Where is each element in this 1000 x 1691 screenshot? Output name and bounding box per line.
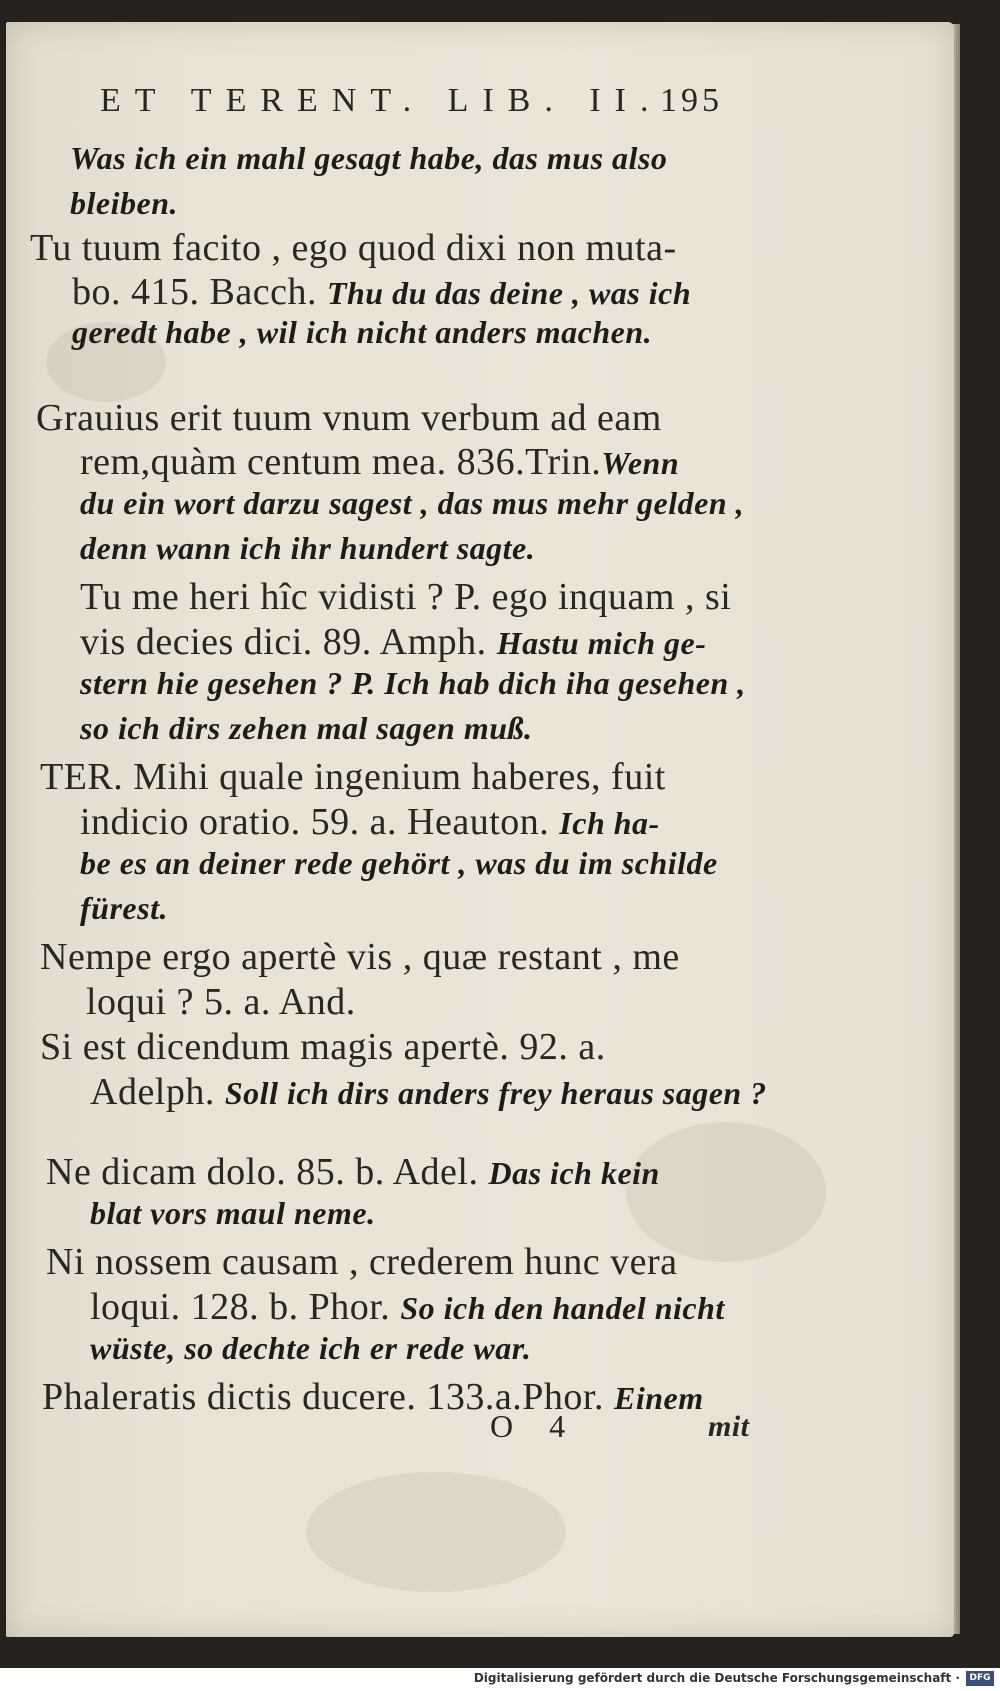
text-line — [86, 980, 356, 1024]
german-gloss: Ich ha- — [559, 805, 660, 841]
latin-text: Tu me heri hîc vidisti ? P. ego inquam , si — [80, 576, 732, 618]
german-gloss: du ein wort darzu sagest , das mus mehr gelden , — [80, 485, 745, 521]
text-line — [80, 665, 746, 702]
latin-text: bo. 415. Bacch. — [72, 271, 327, 313]
text-line — [46, 1150, 660, 1194]
text-line — [80, 890, 168, 927]
latin-text: Grauius erit tuum vnum verbum ad eam — [36, 397, 662, 439]
latin-text: Phaleratis dictis ducere. 133.a.Phor. — [42, 1376, 614, 1418]
latin-text: loqui ? 5. a. And. — [86, 981, 356, 1023]
latin-text: rem,quàm centum mea. 836.Trin. — [80, 441, 602, 483]
text-line — [80, 800, 660, 844]
latin-text: Tu tuum facito , ego quod dixi non muta- — [30, 227, 677, 269]
footer-bar — [0, 1668, 1000, 1691]
text-line — [80, 440, 679, 484]
text-line — [30, 226, 677, 270]
text-line — [46, 1240, 678, 1284]
text-line — [80, 620, 706, 664]
german-gloss: denn wann ich ihr hundert sagte. — [80, 530, 536, 566]
running-title: ET TERENT. LIB. II. — [100, 82, 663, 119]
text-line — [90, 1285, 725, 1329]
german-gloss: bleiben. — [70, 185, 178, 221]
text-line — [80, 575, 731, 619]
german-gloss: geredt habe , wil ich nicht anders machen. — [72, 314, 653, 350]
text-line — [90, 1070, 767, 1114]
german-gloss: Hastu mich ge- — [496, 625, 707, 661]
latin-text: Nempe ergo apertè vis , quæ restant , me — [40, 936, 680, 978]
german-gloss: Thu du das deine , was ich — [326, 275, 692, 311]
latin-text: TER. Mihi quale ingenium haberes, fuit — [40, 756, 666, 798]
german-gloss: So ich den handel nicht — [400, 1290, 725, 1326]
text-line — [80, 845, 718, 882]
dfg-logo: DFG — [966, 1671, 994, 1686]
latin-text: Ne dicam dolo. 85. b. Adel. — [46, 1151, 489, 1193]
german-gloss: Das ich kein — [488, 1155, 660, 1191]
text-line — [72, 270, 691, 314]
german-gloss: fürest. — [80, 890, 168, 926]
footer-credit: Digitalisierung gefördert durch die Deutsche Forschungsgemeinschaft · — [473, 1671, 960, 1685]
latin-text: loqui. 128. b. Phor. — [90, 1286, 401, 1328]
text-line — [40, 755, 666, 799]
text-line — [90, 1195, 376, 1232]
german-gloss: wüste, so dechte ich er rede war. — [90, 1330, 532, 1366]
text-line — [72, 314, 652, 351]
german-gloss: Was ich ein mahl gesagt habe, das mus also — [70, 140, 668, 176]
catchword: mit — [708, 1410, 750, 1443]
german-gloss: Wenn — [601, 445, 680, 481]
text-line — [80, 530, 535, 567]
text-line — [70, 140, 667, 177]
german-gloss: stern hie gesehen ? P. Ich hab dich iha gesehen , — [80, 665, 746, 701]
latin-text: Si est dicendum magis apertè. 92. a. — [40, 1026, 606, 1068]
text-line — [80, 485, 744, 522]
text-line — [42, 1375, 704, 1419]
text-line — [40, 935, 680, 979]
text-line — [80, 710, 533, 747]
latin-text: vis decies dici. 89. Amph. — [80, 621, 497, 663]
latin-text: indicio oratio. 59. a. Heauton. — [80, 801, 560, 843]
german-gloss: be es an deiner rede gehört , was du im schilde — [80, 845, 718, 881]
text-line — [70, 185, 178, 222]
text-line — [36, 396, 662, 440]
signature-mark: O 4 — [490, 1408, 580, 1444]
page-number: 195 — [660, 82, 723, 119]
paper-stain — [306, 1472, 566, 1592]
text-line — [40, 1025, 606, 1069]
german-gloss: blat vors maul neme. — [90, 1195, 376, 1231]
text-line — [90, 1330, 531, 1367]
german-gloss: so ich dirs zehen mal sagen muß. — [80, 710, 533, 746]
german-gloss: Einem — [614, 1380, 704, 1416]
latin-text: Ni nossem causam , crederem hunc vera — [46, 1241, 678, 1283]
latin-text: Adelph. — [90, 1071, 225, 1113]
german-gloss: Soll ich dirs anders frey heraus sagen ? — [224, 1075, 767, 1111]
